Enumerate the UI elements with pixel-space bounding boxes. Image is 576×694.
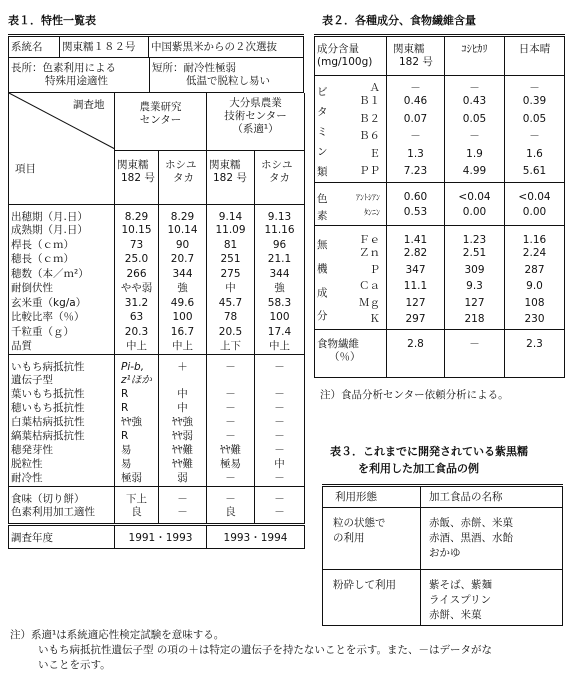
row-label: Ｃａ: [337, 280, 387, 297]
value-cell: ﾔﾔ強: [115, 416, 159, 430]
table-row: [9, 340, 305, 355]
value-cell: 9.13: [255, 205, 305, 224]
value-cell: －: [207, 402, 255, 416]
value-cell: 251: [207, 253, 255, 268]
table2: [314, 34, 564, 403]
value-cell: 中: [207, 282, 255, 297]
value-cell: 11.16: [255, 224, 305, 239]
table-row: [9, 444, 305, 458]
row-label: 遺伝子型: [9, 374, 115, 388]
value-cell: －: [207, 486, 255, 506]
value-cell: 中上: [255, 340, 305, 355]
table-row: [9, 205, 305, 224]
table1-name-row: [8, 34, 304, 58]
row-label: 耐冷性: [9, 472, 115, 486]
fiber-koshi: －: [445, 330, 505, 378]
value-cell: ﾔﾔ難: [207, 444, 255, 458]
value-cell: 275: [207, 268, 255, 283]
value-cell: 10.14: [159, 224, 207, 239]
value-cell: 11.1: [387, 280, 445, 297]
value-cell: 49.6: [159, 297, 207, 312]
cell-name-value: 関東糯１８２号: [60, 36, 149, 58]
year-site1: 1991・1993: [115, 524, 207, 548]
row-label: Ｂ２: [337, 113, 387, 131]
table-row: [315, 183, 565, 206]
table-row: [315, 95, 565, 113]
value-cell: R: [115, 402, 159, 416]
row-label: Ｚｎ: [337, 247, 387, 264]
value-cell: 347: [387, 264, 445, 281]
value-cell: 127: [387, 297, 445, 314]
t3-header-form: 利用形態: [323, 486, 421, 508]
value-cell: 極弱: [115, 472, 159, 486]
value-cell: 1.9: [445, 148, 505, 166]
value-cell: 0.39: [505, 95, 565, 113]
value-cell: 344: [255, 268, 305, 283]
value-cell: 230: [505, 313, 565, 330]
value-cell: －: [255, 388, 305, 402]
value-cell: 上下: [207, 340, 255, 355]
table-row: [9, 402, 305, 416]
value-cell: ﾔﾔ強: [159, 416, 207, 430]
row-label: Ｂ６: [337, 130, 387, 148]
row-label: Ｐ: [337, 264, 387, 281]
table-row: [9, 524, 305, 548]
table-row: [9, 253, 305, 268]
table-row: [9, 458, 305, 472]
value-cell: ﾔﾔ難: [159, 458, 207, 472]
t3-header-foods: 加工食品の名称: [421, 486, 563, 508]
value-cell: 5.61: [505, 165, 565, 183]
row-label: 耐倒伏性: [9, 282, 115, 297]
table-row: [9, 506, 305, 525]
value-cell: 21.1: [255, 253, 305, 268]
value-cell: －: [255, 444, 305, 458]
t2-header-c4: 日本晴: [505, 36, 565, 76]
table-row: [9, 430, 305, 444]
table-row: [315, 330, 565, 378]
row-label: 玄米重（kg/a）: [9, 297, 115, 312]
table3-title: 表３．これまでに開発されている紫黒糯 を利用した加工食品の例: [330, 445, 528, 475]
t2-header-c1: 成分含量 (mg/100g): [315, 36, 387, 76]
row-label: 縞葉枯病抵抗性: [9, 430, 115, 444]
row-label: 比較比率（％）: [9, 311, 115, 326]
value-cell: 16.7: [159, 326, 207, 341]
value-cell: 7.23: [387, 165, 445, 183]
value-cell: 良: [207, 506, 255, 525]
row-label: 桿長（ｃｍ）: [9, 239, 115, 254]
header-diagonal-cell: [9, 93, 115, 205]
value-cell: 100: [255, 311, 305, 326]
value-cell: －: [159, 486, 207, 506]
t2-header-c2: 関東糯 182 号: [387, 36, 445, 76]
value-cell: 81: [207, 239, 255, 254]
row-label: Ｋ: [337, 313, 387, 330]
value-cell: <0.04: [505, 183, 565, 206]
header-kanto-1: 関東糯 182 号: [115, 151, 159, 205]
value-cell: 中: [255, 458, 305, 472]
value-cell: 下上: [115, 486, 159, 506]
value-cell: 31.2: [115, 297, 159, 312]
value-cell: 0.60: [387, 183, 445, 206]
table-row: [9, 268, 305, 283]
value-cell: 易: [115, 444, 159, 458]
table2-main: [314, 34, 565, 378]
value-cell: 1.6: [505, 148, 565, 166]
row-label: 色素利用加工適性: [9, 506, 115, 525]
table3-main: [322, 484, 563, 626]
value-cell: 強: [255, 282, 305, 297]
value-cell: －: [255, 355, 305, 375]
table-row: [315, 113, 565, 131]
food-names: 紫そば、紫麺 ライスプリン 赤餅、米菓: [421, 570, 563, 626]
value-cell: 中: [159, 402, 207, 416]
group-label: 無 機 成 分: [315, 226, 337, 330]
value-cell: R: [115, 430, 159, 444]
value-cell: 297: [387, 313, 445, 330]
group-label: 色 素: [315, 183, 337, 226]
value-cell: 強: [159, 282, 207, 297]
value-cell: 0.05: [505, 113, 565, 131]
group-label: ビ タ ミ ン 類: [315, 76, 337, 183]
value-cell: ＋: [159, 355, 207, 375]
value-cell: 0.43: [445, 95, 505, 113]
table-row: [9, 486, 305, 506]
table-row: [9, 311, 305, 326]
header-hoshi-1: ホシユ タカ: [159, 151, 207, 205]
value-cell: 90: [159, 239, 207, 254]
value-cell: 10.15: [115, 224, 159, 239]
footnote: 注）系適¹は系統適応性検定試験を意味する。 いもち病抵抗性遺伝子型 の項の＋は特定の遺伝子を持たないことを示す。また、－はデータがな いことを示す。: [10, 629, 492, 671]
value-cell: 9.14: [207, 205, 255, 224]
table-row: [315, 313, 565, 330]
table-row: [315, 148, 565, 166]
value-cell: －: [255, 430, 305, 444]
value-cell: －: [445, 130, 505, 148]
value-cell: 0.00: [505, 206, 565, 226]
value-cell: 中: [159, 388, 207, 402]
value-cell: 0.46: [387, 95, 445, 113]
value-cell: Pi-b,: [115, 355, 159, 375]
value-cell: 73: [115, 239, 159, 254]
table1: [8, 34, 304, 549]
header-item: 項目: [15, 162, 36, 175]
value-cell: 弱: [159, 472, 207, 486]
value-cell: 96: [255, 239, 305, 254]
row-label: 白葉枯病抵抗性: [9, 416, 115, 430]
value-cell: 0.07: [387, 113, 445, 131]
value-cell: 8.29: [159, 205, 207, 224]
table-row: [9, 282, 305, 297]
value-cell: 9.3: [445, 280, 505, 297]
table-row: [315, 297, 565, 314]
row-label: 穂いもち抵抗性: [9, 402, 115, 416]
table-row: [315, 206, 565, 226]
header-site1: 農業研究 センター: [115, 93, 207, 151]
value-cell: [207, 374, 255, 388]
value-cell: 極易: [207, 458, 255, 472]
value-cell: ﾔﾔ難: [159, 444, 207, 458]
value-cell: 45.7: [207, 297, 255, 312]
value-cell: －: [207, 472, 255, 486]
row-label: 成熟期（月.日）: [9, 224, 115, 239]
value-cell: 中上: [159, 340, 207, 355]
value-cell: 中上: [115, 340, 159, 355]
usage-form: 粉砕して利用: [323, 570, 421, 626]
value-cell: －: [445, 76, 505, 96]
value-cell: 218: [445, 313, 505, 330]
value-cell: －: [255, 506, 305, 525]
table-row: [9, 416, 305, 430]
value-cell: 25.0: [115, 253, 159, 268]
value-cell: －: [207, 388, 255, 402]
table-row: [315, 280, 565, 297]
value-cell: 8.29: [115, 205, 159, 224]
fiber-label: 食物繊維 （％）: [315, 330, 387, 378]
value-cell: 20.5: [207, 326, 255, 341]
table1-merit-row: [8, 58, 304, 93]
value-cell: 0.05: [445, 113, 505, 131]
row-label: Ａ: [337, 76, 387, 96]
table-row: [315, 226, 565, 248]
value-cell: ﾔﾔ弱: [159, 430, 207, 444]
table2-title: 表２．各種成分、食物繊維含量: [322, 14, 476, 27]
table-row: [9, 326, 305, 341]
value-cell: －: [255, 402, 305, 416]
row-label: ｱﾝﾄｼｱﾝ: [337, 183, 387, 206]
value-cell: －: [159, 506, 207, 525]
row-label: 穂長（ｃｍ）: [9, 253, 115, 268]
value-cell: [255, 374, 305, 388]
value-cell: －: [387, 76, 445, 96]
fiber-kanto: 2.8: [387, 330, 445, 378]
value-cell: 63: [115, 311, 159, 326]
value-cell: 9.0: [505, 280, 565, 297]
row-label: いもち病抵抗性: [9, 355, 115, 375]
row-label: 穂発芽性: [9, 444, 115, 458]
table-row: [9, 388, 305, 402]
value-cell: 11.09: [207, 224, 255, 239]
header-site2: 大分県農業 技術センター （系適¹）: [207, 93, 305, 151]
value-cell: 78: [207, 311, 255, 326]
row-label: 出穂期（月.日）: [9, 205, 115, 224]
table-row: [9, 239, 305, 254]
row-label: 品質: [9, 340, 115, 355]
value-cell: 2.82: [387, 247, 445, 264]
value-cell: 易: [115, 458, 159, 472]
row-label: ﾀﾝﾆﾝ: [337, 206, 387, 226]
fiber-nippon: 2.3: [505, 330, 565, 378]
value-cell: －: [255, 416, 305, 430]
year-site2: 1993・1994: [207, 524, 305, 548]
row-label: 食味（切り餅）: [9, 486, 115, 506]
table-row: [315, 247, 565, 264]
table-row: [9, 355, 305, 375]
value-cell: 58.3: [255, 297, 305, 312]
cell-origin: 中国紫黒米からの２次選抜: [149, 36, 304, 58]
cell-name-label: 系統名: [9, 36, 60, 58]
table-row: [315, 76, 565, 96]
table2-note: 注）食品分析センター依頼分析による。: [320, 389, 509, 401]
table3: [322, 484, 562, 626]
row-label: Ｂ１: [337, 95, 387, 113]
value-cell: 344: [159, 268, 207, 283]
value-cell: 1.23: [445, 226, 505, 248]
header-survey-site: 調査地: [73, 98, 105, 111]
row-label: 葉いもち抵抗性: [9, 388, 115, 402]
value-cell: やや弱: [115, 282, 159, 297]
value-cell: 287: [505, 264, 565, 281]
row-label: ＰＰ: [337, 165, 387, 183]
table-row: [323, 570, 563, 626]
value-cell: R: [115, 388, 159, 402]
cell-merit: 長所：色素利用による 特殊用途適性: [9, 58, 150, 92]
table-row: [9, 374, 305, 388]
table-row: [9, 472, 305, 486]
value-cell: －: [387, 130, 445, 148]
value-cell: －: [207, 355, 255, 375]
table-row: [9, 224, 305, 239]
value-cell: 0.00: [445, 206, 505, 226]
value-cell: 良: [115, 506, 159, 525]
value-cell: 100: [159, 311, 207, 326]
value-cell: 1.16: [505, 226, 565, 248]
value-cell: 266: [115, 268, 159, 283]
table1-main: [8, 93, 305, 206]
value-cell: 127: [445, 297, 505, 314]
value-cell: z¹ほか: [115, 374, 159, 388]
cell-demerit: 短所：耐冷性極弱 低温で脱粒し易い: [150, 58, 304, 92]
value-cell: 309: [445, 264, 505, 281]
table-row: [315, 130, 565, 148]
row-label: Ｅ: [337, 148, 387, 166]
row-label: 穂数（本／ｍ²）: [9, 268, 115, 283]
value-cell: [159, 374, 207, 388]
usage-form: 粒の状態で の利用: [323, 508, 421, 570]
header-kanto-2: 関東糯 182 号: [207, 151, 255, 205]
value-cell: <0.04: [445, 183, 505, 206]
t2-header-c3: ｺｼﾋｶﾘ: [445, 36, 505, 76]
row-label: Ｆｅ: [337, 226, 387, 248]
value-cell: 20.7: [159, 253, 207, 268]
value-cell: 1.3: [387, 148, 445, 166]
row-label: Ｍｇ: [337, 297, 387, 314]
table-row: [315, 264, 565, 281]
value-cell: －: [207, 430, 255, 444]
value-cell: －: [207, 416, 255, 430]
table1-title: 表１．特性一覧表: [8, 14, 96, 27]
value-cell: －: [505, 76, 565, 96]
value-cell: －: [505, 130, 565, 148]
value-cell: 108: [505, 297, 565, 314]
value-cell: －: [255, 486, 305, 506]
year-label: 調査年度: [9, 524, 115, 548]
value-cell: 4.99: [445, 165, 505, 183]
food-names: 赤飯、赤餅、米菓 赤酒、黒酒、水飴 おかゆ: [421, 508, 563, 570]
value-cell: 20.3: [115, 326, 159, 341]
value-cell: 2.51: [445, 247, 505, 264]
row-label: 千粒重（ｇ）: [9, 326, 115, 341]
row-label: 脱粒性: [9, 458, 115, 472]
value-cell: 0.53: [387, 206, 445, 226]
value-cell: 2.24: [505, 247, 565, 264]
value-cell: 1.41: [387, 226, 445, 248]
value-cell: 17.4: [255, 326, 305, 341]
header-hoshi-2: ホシユ タカ: [255, 151, 305, 205]
table-row: [315, 165, 565, 183]
value-cell: －: [255, 472, 305, 486]
table1-data: [8, 205, 305, 549]
table-row: [9, 297, 305, 312]
table-row: [323, 508, 563, 570]
